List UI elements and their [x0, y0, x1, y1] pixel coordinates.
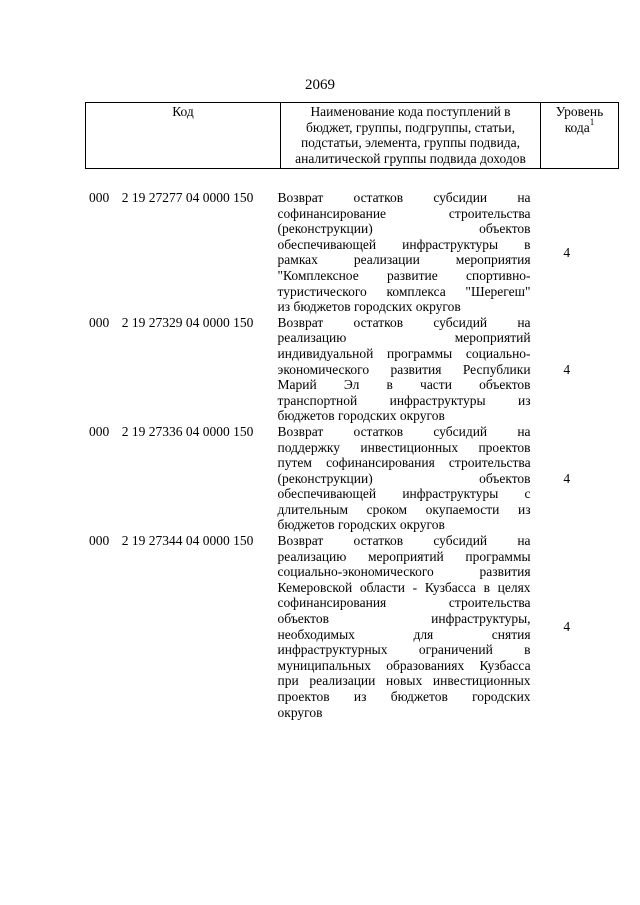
- revenue-name: [278, 315, 531, 424]
- name-line: необходимых для снятия: [277, 626, 531, 642]
- level-value: 4: [563, 244, 571, 260]
- header-level-text: кода: [564, 119, 590, 135]
- name-line: инфраструктурных ограничений в: [277, 642, 531, 658]
- name-line: экономического развития Республики: [277, 361, 531, 377]
- table-row: [85, 190, 603, 315]
- name-line: поддержку инвестиционных проектов: [277, 439, 531, 455]
- header-name-line: подстатьи, элемента, группы подвида,: [300, 135, 521, 150]
- name-line: длительным сроком окупаемости из: [277, 501, 531, 517]
- name-line: Возврат остатков субсидий на: [277, 423, 531, 439]
- revenue-name: [278, 533, 531, 720]
- header-code: Код: [86, 103, 281, 169]
- table-header: [85, 102, 619, 169]
- admin-code: 000: [89, 314, 110, 330]
- name-line: туристического комплекса "Шерегеш": [277, 283, 531, 299]
- table-body: [85, 190, 603, 720]
- name-line: Кемеровской области - Кузбасса в целях: [277, 579, 531, 595]
- name-line: обеспечивающей инфраструктуры в: [277, 236, 531, 252]
- name-line: бюджетов городских округов: [277, 408, 445, 424]
- revenue-code: 2 19 27336 04 0000 150: [121, 423, 254, 439]
- name-line: индивидуальной программы социально-: [277, 345, 531, 361]
- name-line: путем софинансирования строительства: [277, 455, 531, 471]
- level-value: 4: [563, 361, 571, 377]
- revenue-code: 2 19 27277 04 0000 150: [121, 190, 254, 205]
- header-level-line: [543, 117, 616, 136]
- name-line: софинансирование строительства: [277, 205, 531, 221]
- name-line: муниципальных образованиях Кузбасса: [277, 657, 531, 673]
- name-line: Возврат остатков субсидий на: [277, 533, 531, 549]
- name-line: Возврат остатков субсидий на: [277, 314, 531, 330]
- level-value: 4: [563, 470, 571, 486]
- name-line: обеспечивающей инфраструктуры с: [277, 486, 531, 502]
- header-name-line: аналитической группы подвида доходов: [295, 150, 526, 166]
- header-name-line: Наименование кода поступлений в: [310, 104, 511, 119]
- footnote-marker: 1: [589, 117, 595, 127]
- name-line: транспортной инфраструктуры из: [277, 392, 531, 408]
- name-line: при реализации новых инвестиционных: [277, 673, 531, 689]
- name-line: (реконструкции) объектов: [277, 221, 531, 237]
- page-number: 2069: [305, 77, 335, 93]
- header-name-line: бюджет, группы, подгруппы, статьи,: [306, 119, 515, 135]
- header-level-line: Уровень: [555, 104, 604, 119]
- name-line: бюджетов городских округов: [277, 517, 445, 533]
- name-line: Возврат остатков субсидии на: [277, 190, 531, 205]
- name-line: Марий Эл в части объектов: [277, 377, 531, 393]
- name-line: (реконструкции) объектов: [277, 470, 531, 486]
- table-row: [85, 533, 603, 720]
- admin-code: 000: [89, 533, 110, 549]
- name-line: рамках реализации мероприятия: [277, 252, 531, 268]
- name-line: социально-экономического развития: [277, 564, 531, 580]
- name-line: софинансирования строительства: [277, 595, 531, 611]
- admin-code: 000: [89, 423, 110, 439]
- name-line: округов: [277, 704, 323, 720]
- name-line: проектов из бюджетов городских: [277, 689, 531, 704]
- name-line: "Комплексное развитие спортивно-: [277, 267, 531, 283]
- name-line: объектов инфраструктуры,: [277, 611, 531, 627]
- level-value: 4: [563, 618, 571, 634]
- header-name: [281, 103, 541, 169]
- name-line: реализацию мероприятий программы: [277, 548, 531, 564]
- revenue-code: 2 19 27329 04 0000 150: [121, 314, 254, 330]
- table-row: [85, 424, 603, 533]
- table-row: [85, 315, 603, 424]
- name-line: реализацию мероприятий: [277, 330, 531, 346]
- revenue-name: [278, 424, 531, 533]
- header-level: [541, 103, 619, 169]
- revenue-name: [278, 190, 531, 315]
- name-line: из бюджетов городских округов: [277, 299, 461, 315]
- admin-code: 000: [89, 190, 110, 205]
- revenue-code: 2 19 27344 04 0000 150: [121, 533, 254, 549]
